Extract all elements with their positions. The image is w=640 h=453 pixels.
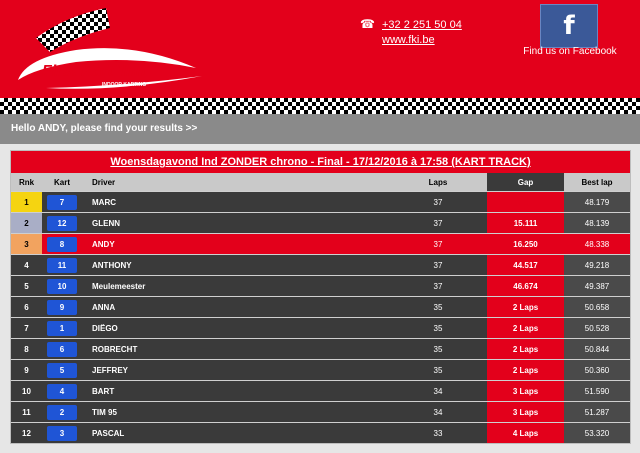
rank-cell: 10 [11,381,42,402]
laps-cell: 35 [389,360,487,381]
kart-cell [42,318,82,339]
best-lap-cell: 51.287 [564,402,630,423]
driver-cell: PASCAL [82,423,389,444]
kart-number-badge: 2 [47,405,77,420]
table-row [11,402,630,423]
best-lap-cell: 50.844 [564,339,630,360]
table-row [11,381,630,402]
facebook-button[interactable] [540,4,598,48]
table-row [11,276,630,297]
kart-number-badge: 5 [47,363,77,378]
kart-number-badge: 3 [47,426,77,441]
kart-number-badge: 1 [47,321,77,336]
best-lap-cell: 50.658 [564,297,630,318]
gap-cell: 2 Laps [487,360,564,381]
kart-number-badge: 4 [47,384,77,399]
rank-cell: 12 [11,423,42,444]
best-lap-cell: 48.338 [564,234,630,255]
gap-cell: 4 Laps [487,423,564,444]
col-gap: Gap [487,173,564,192]
best-lap-cell: 53.320 [564,423,630,444]
table-row [11,234,630,255]
col-rank: Rnk [11,173,42,192]
logo-subtext: INDOOR KARTING [102,82,147,88]
facebook-label[interactable]: Find us on Facebook [523,46,617,57]
results-title[interactable]: Woensdagavond Ind ZONDER chrono - Final - 17/12/2016 à 17:58 (KART TRACK) [110,156,531,168]
gap-cell [487,192,564,213]
best-lap-cell: 51.590 [564,381,630,402]
table-row [11,213,630,234]
best-lap-cell: 50.360 [564,360,630,381]
best-lap-cell: 50.528 [564,318,630,339]
table-row [11,339,630,360]
kart-cell [42,213,82,234]
rank-cell: 5 [11,276,42,297]
laps-cell: 35 [389,339,487,360]
kart-cell [42,255,82,276]
rank-cell: 3 [11,234,42,255]
first-kart-inn-logo[interactable] [6,6,206,92]
results-table [11,173,630,443]
table-row [11,255,630,276]
rank-cell: 4 [11,255,42,276]
gap-cell: 2 Laps [487,318,564,339]
driver-cell: ANDY [82,234,389,255]
gap-cell: 3 Laps [487,402,564,423]
table-row [11,360,630,381]
laps-cell: 33 [389,423,487,444]
laps-cell: 37 [389,192,487,213]
gap-cell: 2 Laps [487,339,564,360]
col-best-lap: Best lap [564,173,630,192]
driver-cell: ROBRECHT [82,339,389,360]
gap-cell: 15.111 [487,213,564,234]
results-body [11,192,630,444]
phone-icon: ☎ [360,17,375,31]
rank-cell: 6 [11,297,42,318]
kart-number-badge: 12 [47,216,77,231]
gap-cell: 2 Laps [487,297,564,318]
results-panel [10,150,631,444]
gap-cell: 16.250 [487,234,564,255]
laps-cell: 37 [389,213,487,234]
best-lap-cell: 48.139 [564,213,630,234]
col-kart: Kart [42,173,82,192]
laps-cell: 37 [389,276,487,297]
best-lap-cell: 49.387 [564,276,630,297]
kart-cell [42,402,82,423]
rank-cell: 8 [11,339,42,360]
facebook-icon: f [563,11,575,41]
kart-number-badge: 9 [47,300,77,315]
kart-cell [42,423,82,444]
best-lap-cell: 48.179 [564,192,630,213]
table-row [11,192,630,213]
rank-cell: 1 [11,192,42,213]
col-driver: Driver [82,173,389,192]
greeting-bar [0,114,640,144]
contact-info [360,16,462,48]
kart-cell [42,360,82,381]
laps-cell: 34 [389,381,487,402]
laps-cell: 37 [389,255,487,276]
rank-cell: 11 [11,402,42,423]
kart-cell [42,339,82,360]
checkered-divider [0,98,640,114]
gap-cell: 3 Laps [487,381,564,402]
kart-cell [42,192,82,213]
kart-number-badge: 10 [47,279,77,294]
kart-cell [42,234,82,255]
kart-number-badge: 8 [47,237,77,252]
driver-cell: ANNA [82,297,389,318]
laps-cell: 35 [389,318,487,339]
website-link[interactable]: www.fki.be [382,34,435,46]
table-row [11,318,630,339]
driver-cell: ANTHONY [82,255,389,276]
laps-cell: 34 [389,402,487,423]
table-row [11,297,630,318]
best-lap-cell: 49.218 [564,255,630,276]
col-laps: Laps [389,173,487,192]
driver-cell: DIËGO [82,318,389,339]
rank-cell: 2 [11,213,42,234]
gap-cell: 46.674 [487,276,564,297]
kart-number-badge: 6 [47,342,77,357]
kart-number-badge: 7 [47,195,77,210]
driver-cell: GLENN [82,213,389,234]
kart-cell [42,297,82,318]
driver-cell: BART [82,381,389,402]
phone-link[interactable]: +32 2 251 50 04 [382,19,462,31]
laps-cell: 35 [389,297,487,318]
kart-cell [42,276,82,297]
results-title-bar [11,151,630,173]
rank-cell: 7 [11,318,42,339]
kart-number-badge: 11 [47,258,77,273]
gap-cell: 44.517 [487,255,564,276]
greeting-text: Hello ANDY, please find your results >> [11,123,198,134]
driver-cell: TIM 95 [82,402,389,423]
table-row [11,423,630,444]
driver-cell: JEFFREY [82,360,389,381]
laps-cell: 37 [389,234,487,255]
driver-cell: MARC [82,192,389,213]
kart-cell [42,381,82,402]
logo-wordmark: First Kart 'Inn [42,63,146,80]
site-header [0,0,640,98]
rank-cell: 9 [11,360,42,381]
table-header-row [11,173,630,192]
driver-cell: Meulemeester [82,276,389,297]
